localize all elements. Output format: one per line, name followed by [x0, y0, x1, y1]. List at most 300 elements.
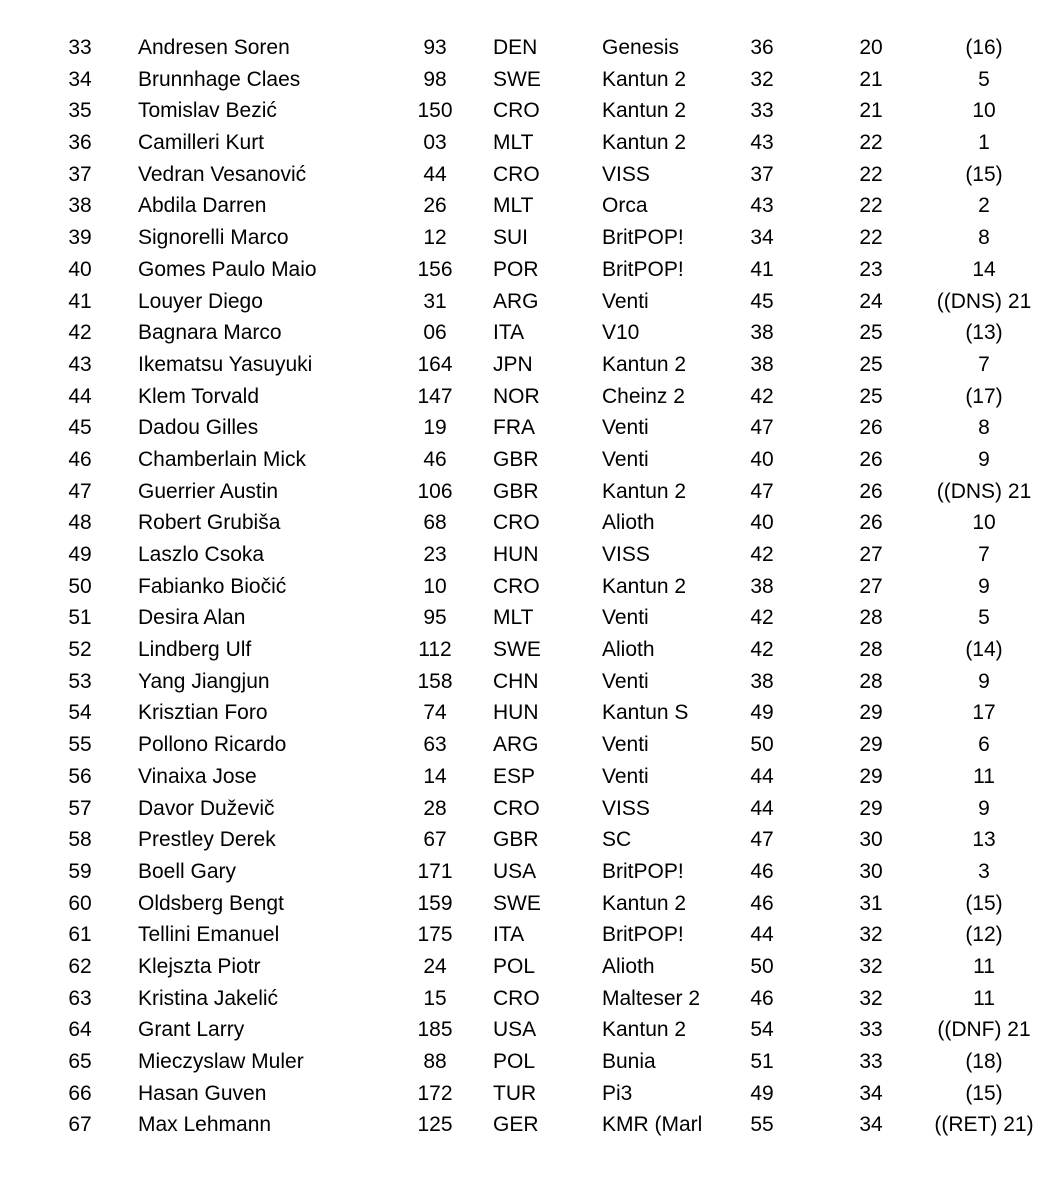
nation-cell: CRO	[493, 574, 540, 598]
sail-number-cell: 88	[423, 1050, 447, 1073]
sailor-name-cell: Dadou Gilles	[138, 416, 259, 440]
net-points-cell: 34	[859, 1113, 883, 1137]
sail-number-cell: 67	[423, 828, 447, 852]
boat-design-cell: Kantun 2	[602, 479, 687, 503]
race-score-cell: 3	[978, 859, 990, 883]
nation-cell: HUN	[493, 543, 539, 566]
net-points-cell: 21	[859, 99, 883, 123]
sailor-name-cell: Signorelli Marco	[138, 226, 289, 250]
sail-number-cell: 28	[423, 796, 447, 820]
nation-cell: SUI	[493, 226, 529, 250]
sail-number-cell: 106	[417, 479, 453, 503]
sailor-name-cell: Andresen Soren	[138, 36, 290, 59]
sailor-name-cell: Prestley Derek	[138, 828, 276, 852]
sail-number-cell: 15	[423, 986, 447, 1010]
total-points-cell: 41	[750, 257, 774, 281]
sail-number-cell: 156	[417, 257, 453, 281]
position-cell: 50	[68, 574, 92, 598]
boat-design-cell: Genesis	[602, 36, 680, 59]
boat-design-cell: Venti	[602, 289, 649, 313]
net-points-cell: 29	[859, 701, 883, 725]
boat-design-cell: SC	[602, 828, 632, 852]
total-points-cell: 54	[750, 1018, 774, 1042]
position-cell: 67	[68, 1113, 92, 1137]
table-row	[0, 349, 1038, 381]
table-row	[0, 1109, 1038, 1141]
boat-design-cell: Alioth	[602, 638, 655, 662]
nation-cell: CRO	[493, 986, 540, 1010]
sail-number-cell: 171	[417, 859, 453, 883]
total-points-cell: 50	[750, 733, 774, 757]
sailor-name-cell: Mieczyslaw Muler	[138, 1050, 304, 1073]
net-points-cell: 28	[859, 669, 883, 693]
net-points-cell: 23	[859, 257, 883, 281]
boat-design-cell: Venti	[602, 733, 649, 757]
race-score-cell: 9	[978, 447, 990, 471]
sail-number-cell: 03	[423, 131, 447, 155]
position-cell: 42	[68, 321, 92, 345]
position-cell: 37	[68, 162, 92, 186]
sail-number-cell: 150	[417, 99, 453, 123]
net-points-cell: 26	[859, 511, 883, 535]
sail-number-cell: 125	[417, 1113, 453, 1137]
nation-cell: SWE	[493, 891, 541, 915]
total-points-cell: 40	[750, 511, 774, 535]
nation-cell: USA	[493, 1018, 537, 1042]
net-points-cell: 32	[859, 954, 883, 978]
race-score-cell: 8	[978, 226, 990, 250]
boat-design-cell: Kantun 2	[602, 67, 687, 91]
position-cell: 52	[68, 638, 92, 662]
boat-design-cell: VISS	[602, 162, 650, 186]
race-score-cell: 1	[978, 131, 990, 155]
table-row	[0, 602, 1038, 634]
total-points-cell: 42	[750, 638, 774, 662]
race-score-cell: 11	[973, 954, 995, 978]
net-points-cell: 22	[859, 131, 883, 155]
total-points-cell: 49	[750, 701, 774, 725]
nation-cell: CHN	[493, 669, 539, 693]
total-points-cell: 42	[750, 606, 774, 630]
sailor-name-cell: Vedran Vesanović	[138, 162, 307, 186]
sail-number-cell: 46	[423, 447, 447, 471]
sailor-name-cell: Fabianko Biočić	[138, 574, 287, 598]
sail-number-cell: 14	[423, 764, 447, 788]
nation-cell: JPN	[493, 352, 533, 376]
position-cell: 60	[68, 891, 92, 915]
total-points-cell: 44	[750, 764, 774, 788]
net-points-cell: 26	[859, 447, 883, 471]
nation-cell: POR	[493, 257, 539, 281]
total-points-cell: 33	[750, 99, 774, 123]
sailor-name-cell: Pollono Ricardo	[138, 733, 287, 757]
boat-design-cell: Kantun 2	[602, 99, 687, 123]
table-row	[0, 634, 1038, 666]
table-row	[0, 793, 1038, 825]
net-points-cell: 22	[859, 162, 883, 186]
sailor-name-cell: Davor Duževič	[138, 796, 275, 820]
sailor-name-cell: Chamberlain Mick	[138, 447, 307, 471]
position-cell: 40	[68, 257, 92, 281]
sail-number-cell: 06	[423, 321, 447, 345]
table-row	[0, 254, 1038, 286]
sailor-name-cell: Tomislav Bezić	[138, 99, 277, 123]
race-score-cell: 13	[972, 828, 996, 852]
sailor-name-cell: Abdila Darren	[138, 194, 267, 218]
total-points-cell: 46	[750, 891, 774, 915]
position-cell: 41	[68, 289, 92, 313]
position-cell: 35	[68, 99, 92, 123]
sail-number-cell: 147	[417, 384, 453, 408]
sailor-name-cell: Guerrier Austin	[138, 479, 279, 503]
nation-cell: SWE	[493, 67, 541, 91]
nation-cell: NOR	[493, 384, 540, 408]
total-points-cell: 32	[750, 67, 774, 91]
table-row	[0, 539, 1038, 571]
sail-number-cell: 164	[417, 352, 453, 376]
nation-cell: HUN	[493, 701, 539, 725]
race-score-cell: 9	[978, 574, 990, 598]
sailor-name-cell: Yang Jiangjun	[138, 669, 270, 693]
total-points-cell: 46	[750, 986, 774, 1010]
net-points-cell: 25	[859, 352, 883, 376]
net-points-cell: 29	[859, 796, 883, 820]
total-points-cell: 38	[750, 352, 774, 376]
boat-design-cell: Alioth	[602, 954, 655, 978]
total-points-cell: 44	[750, 796, 774, 820]
sailor-name-cell: Boell Gary	[138, 859, 237, 883]
boat-design-cell: Bunia	[602, 1050, 656, 1073]
nation-cell: DEN	[493, 36, 538, 59]
net-points-cell: 20	[859, 36, 883, 59]
net-points-cell: 27	[859, 543, 883, 566]
total-points-cell: 49	[750, 1081, 774, 1105]
table-row	[0, 1078, 1038, 1110]
nation-cell: GBR	[493, 447, 539, 471]
race-score-cell: 14	[972, 257, 996, 281]
race-score-cell: ((DNF) 21	[937, 1018, 1031, 1042]
sail-number-cell: 185	[417, 1018, 453, 1042]
sail-number-cell: 159	[417, 891, 453, 915]
position-cell: 62	[68, 954, 92, 978]
boat-design-cell: Cheinz 2	[602, 384, 685, 408]
sailor-name-cell: Vinaixa Jose	[138, 764, 257, 788]
total-points-cell: 44	[750, 923, 774, 947]
sailor-name-cell: Tellini Emanuel	[138, 923, 280, 947]
nation-cell: ARG	[493, 289, 539, 313]
net-points-cell: 21	[859, 67, 883, 91]
nation-cell: FRA	[493, 416, 535, 440]
sailor-name-cell: Ikematsu Yasuyuki	[138, 352, 313, 376]
sailor-name-cell: Max Lehmann	[138, 1113, 272, 1137]
table-row	[0, 983, 1038, 1015]
position-cell: 65	[68, 1050, 92, 1073]
nation-cell: ITA	[493, 321, 525, 345]
total-points-cell: 42	[750, 384, 774, 408]
total-points-cell: 38	[750, 574, 774, 598]
sailor-name-cell: Hasan Guven	[138, 1081, 267, 1105]
boat-design-cell: VISS	[602, 796, 650, 820]
race-score-cell: 6	[978, 733, 990, 757]
net-points-cell: 32	[859, 986, 883, 1010]
table-row	[0, 159, 1038, 191]
total-points-cell: 47	[750, 416, 774, 440]
table-row	[0, 571, 1038, 603]
race-score-cell: (12)	[965, 923, 1003, 947]
sailor-name-cell: Brunnhage Claes	[138, 67, 301, 91]
table-row	[0, 317, 1038, 349]
position-cell: 45	[68, 416, 92, 440]
nation-cell: ESP	[493, 764, 536, 788]
sailor-name-cell: Grant Larry	[138, 1018, 245, 1042]
race-score-cell: 7	[978, 352, 990, 376]
sailor-name-cell: Camilleri Kurt	[138, 131, 265, 155]
race-score-cell: 8	[978, 416, 990, 440]
table-row	[0, 190, 1038, 222]
position-cell: 54	[68, 701, 92, 725]
table-row	[0, 476, 1038, 508]
race-score-cell: (16)	[965, 36, 1003, 59]
position-cell: 36	[68, 131, 92, 155]
nation-cell: CRO	[493, 99, 540, 123]
nation-cell: TUR	[493, 1081, 537, 1105]
race-score-cell: 10	[972, 99, 996, 123]
sailor-name-cell: Krisztian Foro	[138, 701, 268, 725]
race-score-cell: 5	[978, 67, 990, 91]
race-score-cell: (17)	[965, 384, 1003, 408]
results-table	[0, 32, 1038, 1141]
boat-design-cell: KMR (Marl	[602, 1113, 703, 1137]
position-cell: 49	[68, 543, 92, 566]
sailor-name-cell: Desira Alan	[138, 606, 246, 630]
net-points-cell: 22	[859, 226, 883, 250]
table-row	[0, 888, 1038, 920]
table-row	[0, 381, 1038, 413]
total-points-cell: 34	[750, 226, 774, 250]
race-score-cell: (18)	[965, 1050, 1003, 1073]
boat-design-cell: Kantun 2	[602, 1018, 687, 1042]
boat-design-cell: Venti	[602, 447, 649, 471]
table-row	[0, 1014, 1038, 1046]
sail-number-cell: 63	[423, 733, 447, 757]
total-points-cell: 47	[750, 828, 774, 852]
table-row	[0, 856, 1038, 888]
race-score-cell: 11	[973, 764, 995, 788]
position-cell: 51	[68, 606, 92, 630]
nation-cell: POL	[493, 954, 536, 978]
net-points-cell: 28	[859, 606, 883, 630]
position-cell: 47	[68, 479, 92, 503]
position-cell: 43	[68, 352, 92, 376]
total-points-cell: 55	[750, 1113, 774, 1137]
boat-design-cell: Kantun 2	[602, 891, 687, 915]
total-points-cell: 43	[750, 194, 774, 218]
net-points-cell: 30	[859, 859, 883, 883]
position-cell: 64	[68, 1018, 92, 1042]
net-points-cell: 29	[859, 733, 883, 757]
boat-design-cell: Kantun 2	[602, 352, 687, 376]
sail-number-cell: 10	[423, 574, 447, 598]
sailor-name-cell: Robert Grubiša	[138, 511, 281, 535]
nation-cell: GBR	[493, 828, 539, 852]
total-points-cell: 45	[750, 289, 774, 313]
net-points-cell: 32	[859, 923, 883, 947]
sail-number-cell: 112	[418, 638, 452, 662]
sail-number-cell: 158	[417, 669, 453, 693]
table-row	[0, 666, 1038, 698]
total-points-cell: 37	[750, 162, 774, 186]
boat-design-cell: V10	[602, 321, 640, 345]
table-row	[0, 824, 1038, 856]
nation-cell: SWE	[493, 638, 541, 662]
sailor-name-cell: Bagnara Marco	[138, 321, 282, 345]
sailor-name-cell: Laszlo Csoka	[138, 543, 265, 566]
net-points-cell: 31	[859, 891, 883, 915]
position-cell: 48	[68, 511, 92, 535]
position-cell: 63	[68, 986, 92, 1010]
nation-cell: MLT	[493, 194, 534, 218]
sailor-name-cell: Lindberg Ulf	[138, 638, 252, 662]
total-points-cell: 38	[750, 321, 774, 345]
total-points-cell: 38	[750, 669, 774, 693]
position-cell: 58	[68, 828, 92, 852]
table-row	[0, 729, 1038, 761]
sail-number-cell: 74	[423, 701, 447, 725]
sail-number-cell: 19	[423, 416, 447, 440]
boat-design-cell: Venti	[602, 606, 649, 630]
total-points-cell: 50	[750, 954, 774, 978]
net-points-cell: 22	[859, 194, 883, 218]
net-points-cell: 26	[859, 416, 883, 440]
position-cell: 55	[68, 733, 92, 757]
race-score-cell: 10	[972, 511, 996, 535]
boat-design-cell: BritPOP!	[602, 257, 684, 281]
nation-cell: MLT	[493, 131, 534, 155]
net-points-cell: 28	[859, 638, 883, 662]
table-row	[0, 507, 1038, 539]
race-score-cell: ((DNS) 21	[936, 289, 1032, 313]
net-points-cell: 26	[859, 479, 883, 503]
table-row	[0, 286, 1038, 318]
position-cell: 38	[68, 194, 92, 218]
nation-cell: MLT	[493, 606, 534, 630]
position-cell: 66	[68, 1081, 92, 1105]
sailor-name-cell: Louyer Diego	[138, 289, 263, 313]
net-points-cell: 25	[859, 384, 883, 408]
race-score-cell: 7	[978, 543, 990, 566]
race-score-cell: (13)	[965, 321, 1003, 345]
boat-design-cell: Alioth	[602, 511, 655, 535]
race-score-cell: (15)	[965, 1081, 1003, 1105]
boat-design-cell: BritPOP!	[602, 923, 684, 947]
boat-design-cell: Kantun 2	[602, 574, 687, 598]
sailor-name-cell: Klem Torvald	[138, 384, 259, 408]
table-row	[0, 444, 1038, 476]
sail-number-cell: 175	[417, 923, 453, 947]
total-points-cell: 46	[750, 859, 774, 883]
position-cell: 46	[68, 447, 92, 471]
position-cell: 56	[68, 764, 92, 788]
boat-design-cell: Kantun S	[602, 701, 689, 725]
table-row	[0, 919, 1038, 951]
nation-cell: POL	[493, 1050, 536, 1073]
net-points-cell: 34	[859, 1081, 883, 1105]
position-cell: 39	[68, 226, 92, 250]
total-points-cell: 47	[750, 479, 774, 503]
sail-number-cell: 68	[423, 511, 447, 535]
nation-cell: ARG	[493, 733, 539, 757]
sail-number-cell: 95	[423, 606, 447, 630]
table-row	[0, 761, 1038, 793]
nation-cell: USA	[493, 859, 537, 883]
nation-cell: CRO	[493, 511, 540, 535]
total-points-cell: 51	[750, 1050, 774, 1073]
net-points-cell: 29	[859, 764, 883, 788]
nation-cell: CRO	[493, 796, 540, 820]
race-score-cell: 17	[972, 701, 996, 725]
boat-design-cell: BritPOP!	[602, 859, 684, 883]
sailor-name-cell: Klejszta Piotr	[138, 954, 261, 978]
race-score-cell: 5	[978, 606, 990, 630]
race-score-cell: ((DNS) 21	[936, 479, 1032, 503]
position-cell: 44	[68, 384, 92, 408]
table-row	[0, 32, 1038, 64]
boat-design-cell: VISS	[602, 543, 650, 566]
sail-number-cell: 98	[423, 67, 447, 91]
table-row	[0, 127, 1038, 159]
total-points-cell: 40	[750, 447, 774, 471]
boat-design-cell: Malteser 2	[602, 986, 701, 1010]
boat-design-cell: Venti	[602, 764, 649, 788]
nation-cell: ITA	[493, 923, 525, 947]
net-points-cell: 27	[859, 574, 883, 598]
total-points-cell: 36	[750, 36, 774, 59]
table-row	[0, 412, 1038, 444]
table-row	[0, 95, 1038, 127]
race-score-cell: 2	[978, 194, 990, 218]
total-points-cell: 42	[750, 543, 774, 566]
boat-design-cell: BritPOP!	[602, 226, 684, 250]
net-points-cell: 25	[859, 321, 883, 345]
net-points-cell: 24	[859, 289, 883, 313]
total-points-cell: 43	[750, 131, 774, 155]
position-cell: 61	[68, 923, 92, 947]
race-score-cell: 9	[978, 796, 990, 820]
net-points-cell: 30	[859, 828, 883, 852]
boat-design-cell: Venti	[602, 416, 649, 440]
boat-design-cell: Kantun 2	[602, 131, 687, 155]
sail-number-cell: 44	[423, 162, 447, 186]
race-score-cell: 9	[978, 669, 990, 693]
sailor-name-cell: Oldsberg Bengt	[138, 891, 284, 915]
sail-number-cell: 24	[423, 954, 447, 978]
boat-design-cell: Venti	[602, 669, 649, 693]
table-row	[0, 222, 1038, 254]
sail-number-cell: 93	[423, 36, 447, 59]
position-cell: 53	[68, 669, 92, 693]
nation-cell: GER	[493, 1113, 539, 1137]
position-cell: 59	[68, 859, 92, 883]
table-row	[0, 697, 1038, 729]
boat-design-cell: Pi3	[602, 1081, 633, 1105]
race-score-cell: (15)	[965, 891, 1003, 915]
sail-number-cell: 31	[423, 289, 447, 313]
sail-number-cell: 26	[423, 194, 447, 218]
net-points-cell: 33	[859, 1050, 883, 1073]
boat-design-cell: Orca	[602, 194, 648, 218]
sailor-name-cell: Kristina Jakelić	[138, 986, 279, 1010]
sail-number-cell: 12	[423, 226, 447, 250]
